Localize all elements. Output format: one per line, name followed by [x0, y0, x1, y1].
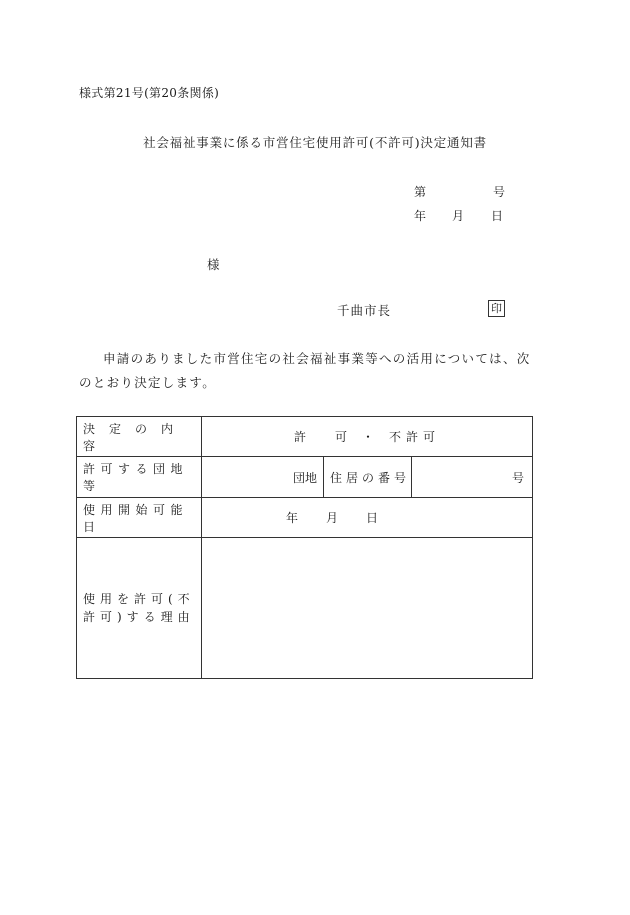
decision-value: [202, 417, 533, 457]
table-row-reason: [77, 538, 533, 679]
table-row-decision: [77, 417, 533, 457]
form-number: 様式第21号(第20条関係): [79, 86, 220, 100]
table-row-start-date: [77, 498, 533, 538]
nonpermit-text: 不許可: [389, 430, 441, 444]
date-year: 年: [414, 209, 427, 223]
date-month: 月: [452, 209, 465, 223]
danchi-cell: [202, 457, 324, 498]
residence-number-cell: [412, 457, 533, 498]
start-date-label: 使用開始可能日: [77, 498, 202, 538]
issuer-name: 千曲市長: [337, 303, 392, 318]
addressee-suffix: 様: [207, 257, 220, 272]
decision-table: [76, 416, 533, 679]
body-text: 申請のありました市営住宅の社会福祉事業等への活用については、次のとおり決定します。: [79, 351, 531, 390]
number-suffix: 号: [493, 185, 506, 199]
reason-label: 使用を許可(不許可)する理由: [77, 538, 202, 679]
date-day: 日: [491, 209, 504, 223]
danchi-text: 団地: [292, 470, 317, 485]
housing-label: 許可する団地等: [77, 457, 202, 498]
decision-label: 決定の内容: [77, 417, 202, 457]
seal-mark: 印: [488, 300, 505, 317]
document-title: 社会福祉事業に係る市営住宅使用許可(不許可)決定通知書: [143, 135, 487, 150]
start-date-value: [202, 498, 533, 538]
number-prefix: 第: [414, 185, 427, 199]
table-row-housing: [77, 457, 533, 498]
start-day: 日: [366, 511, 379, 525]
reason-value: [202, 538, 533, 679]
go-text: 号: [512, 470, 525, 485]
decision-separator: ・: [362, 430, 376, 444]
start-month: 月: [326, 511, 339, 525]
permit-text-1: 許: [293, 430, 307, 444]
residence-number-label: 住居の番号: [324, 457, 412, 498]
permit-text-2: 可: [334, 430, 348, 444]
start-year: 年: [286, 511, 299, 525]
